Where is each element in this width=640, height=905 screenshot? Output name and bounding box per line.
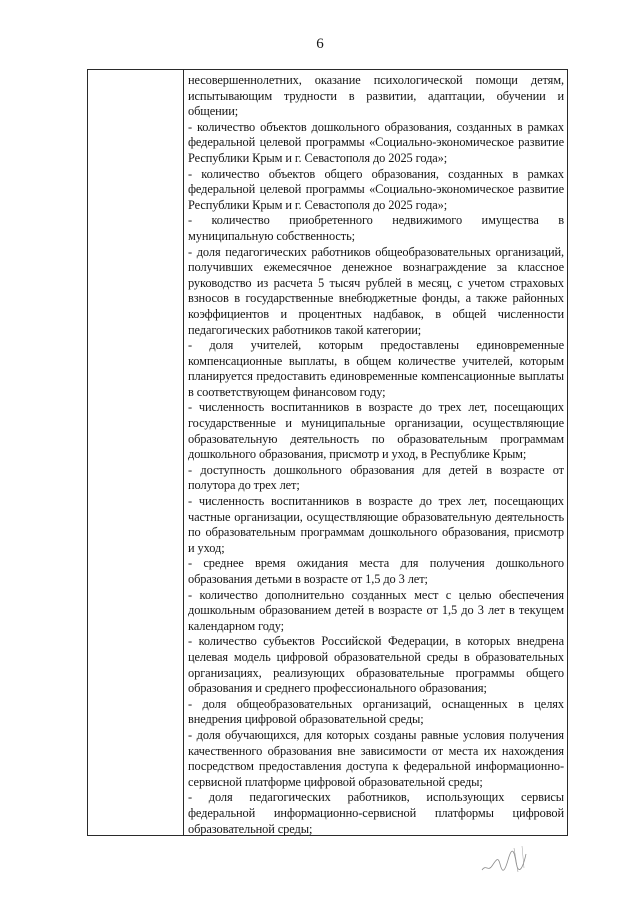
paragraph: - доля учителей, которым предоставлены единовременные компенсационные выплаты, в общем количестве учителей, которым планируется предоставить единовременные компенсационные выплаты в соответствующем финансовом году; xyxy=(188,338,564,399)
paragraph: - доля педагогических работников, использующих сервисы федеральной информационно-сервисной платформы цифровой образовательной среды; xyxy=(188,790,564,835)
paragraph: - количество дополнительно созданных мест с целью обеспечения дошкольным образованием детей в возрасте от 1,5 до 3 лет в текущем календарном году; xyxy=(188,587,564,633)
paragraph: - количество субъектов Российской Федерации, в которых внедрена целевая модель цифровой образовательной среды в образовательных организациях, реализующих образовательные программы общего образования и среднего профессионального образования; xyxy=(188,634,564,696)
table-right-cell xyxy=(184,70,567,835)
paragraph: - среднее время ожидания места для получения дошкольного образования детьми в возрасте от 1,5 до 3 лет; xyxy=(188,556,564,586)
paragraph: - доля общеобразовательных организаций, оснащенных в целях внедрения цифровой образовательной среды; xyxy=(188,696,564,727)
paragraph: - количество объектов дошкольного образования, созданных в рамках федеральной целевой программы «Социально-экономическое развитие Республики Крым и г. Севастополя до 2025 года»; xyxy=(188,119,564,165)
handwritten-signature-icon xyxy=(478,842,534,878)
paragraph: - количество приобретенного недвижимого имущества в муниципальную собственность; xyxy=(188,213,564,243)
table-left-cell xyxy=(88,70,184,835)
paragraph: - количество объектов общего образования, созданных в рамках федеральной целевой программы «Социально-экономическое развитие Республики Крым и г. Севастополя до 2025 года»; xyxy=(188,166,564,212)
paragraph: - доля обучающихся, для которых созданы равные условия получения качественного образования вне зависимости от места их нахождения посредством предоставления доступа к федеральной информационно-сервисной платформе цифровой образовательной среды; xyxy=(188,727,564,789)
paragraph: несовершеннолетних, оказание психологической помощи детям, испытывающим трудности в развитии, адаптации, обучении и общении; xyxy=(188,73,564,119)
paragraph: - доступность дошкольного образования для детей в возрасте от полутора до трех лет; xyxy=(188,462,564,493)
paragraph: - численность воспитанников в возрасте до трех лет, посещающих государственные и муниципальные организации, осуществляющие образовательную деятельность по образовательным программам дошкольного образования, присмотр и уход, в Республике Крым; xyxy=(188,400,564,462)
page-number: 6 xyxy=(316,36,324,52)
paragraph: - доля педагогических работников общеобразовательных организаций, получивших ежемесячное денежное вознаграждение за классное руководство из расчета 5 тысяч рублей в месяц, с учетом страховых взносов в государственные внебюджетные фонды, а также районных коэффициентов и процентных надбавок, в общей численности педагогических работников такой категории; xyxy=(188,244,564,337)
paragraph: - численность воспитанников в возрасте до трех лет, посещающих частные организации, осуществляющие образовательную деятельность по образовательным программам дошкольного образования, присмотр и уход; xyxy=(188,494,564,555)
document-table xyxy=(87,69,568,836)
